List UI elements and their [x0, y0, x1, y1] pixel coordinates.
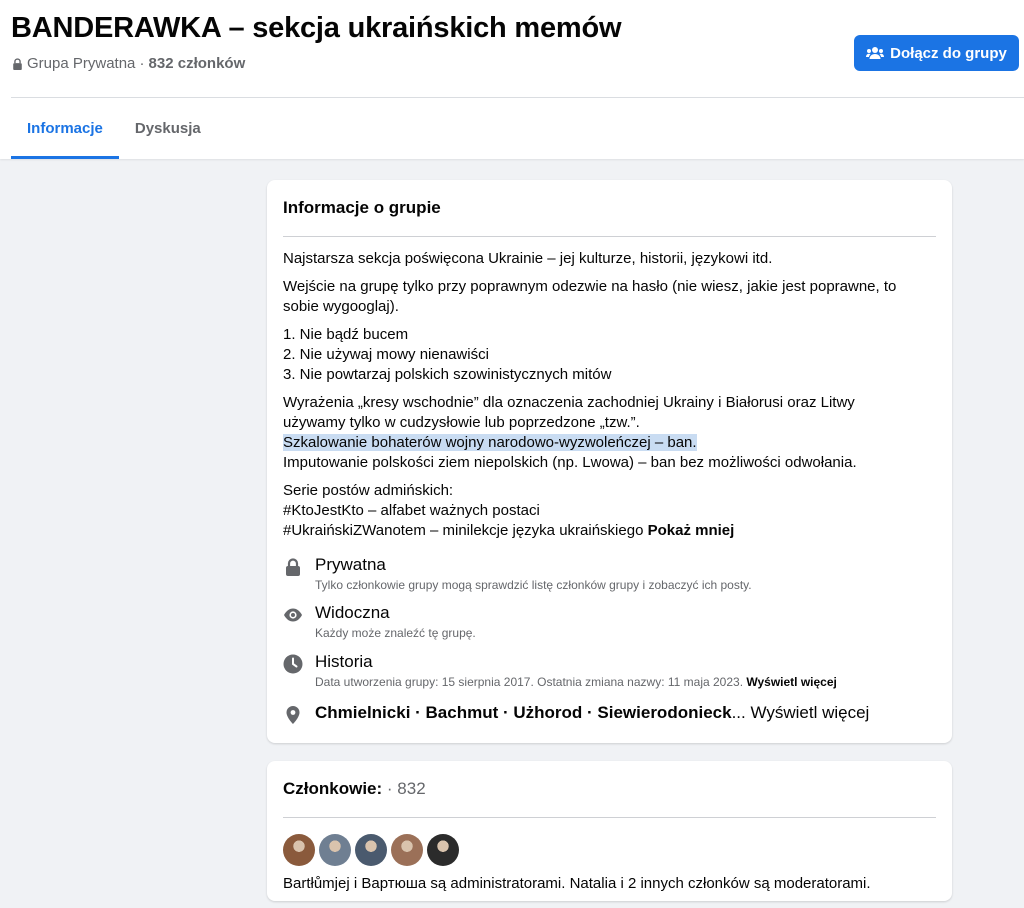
join-group-button[interactable]	[854, 35, 1019, 71]
history-show-more-link[interactable]: Wyświetl więcej	[746, 675, 837, 689]
location-show-more-link[interactable]: ... Wyświetl więcej	[731, 703, 870, 722]
group-tabs	[11, 98, 217, 159]
member-avatars	[283, 834, 459, 866]
group-privacy: Grupa Prywatna ·	[27, 55, 145, 72]
description-paragraph: Wejście na grupę tylko przy poprawnym odezwie na hasło (nie wiesz, jakie jest poprawne, to sobie wygooglaj).	[283, 278, 897, 315]
group-header	[0, 0, 1024, 159]
description-line: Imputowanie polskości ziem niepolskich (np. Lwowa) – ban bez możliwości odwołania.	[283, 454, 857, 471]
location-list: Chmielnicki · Bachmut · Użhorod · Siewierodonieck	[315, 703, 732, 722]
description-line: Wyrażenia „kresy wschodnie” dla oznaczenia zachodniej Ukrainy i Białorusi oraz Litwy	[283, 394, 855, 411]
privacy-subtitle: Tylko członkowie grupy mogą sprawdzić listę członków grupy i zobaczyć ich posty.	[315, 578, 752, 592]
members-title: Członkowie:	[283, 779, 383, 798]
admins-moderators-text: Bartłůmjej i Вартюша są administratorami. Natalia i 2 innych członków są moderatorami.	[283, 875, 871, 892]
show-less-link[interactable]: Pokaż mniej	[647, 522, 735, 539]
rules-list	[283, 325, 933, 385]
visibility-subtitle: Każdy może znaleźć tę grupę.	[315, 626, 476, 640]
description-paragraph	[283, 393, 933, 473]
join-group-label: Dołącz do grupy	[890, 44, 1007, 62]
avatar[interactable]	[427, 834, 459, 866]
history-title: Historia	[315, 652, 373, 671]
history-row	[283, 652, 837, 690]
location-pin-icon	[283, 705, 303, 725]
location-row	[283, 703, 869, 725]
privacy-row	[283, 555, 752, 593]
selected-text: Szkalowanie bohaterów wojny narodowo-wyzwoleńczej – ban.	[283, 434, 697, 451]
avatar[interactable]	[283, 834, 315, 866]
description-paragraph: Najstarsza sekcja poświęcona Ukrainie – jej kulturze, historii, językowi itd.	[283, 250, 773, 267]
avatar[interactable]	[355, 834, 387, 866]
group-meta	[12, 55, 245, 72]
avatar[interactable]	[319, 834, 351, 866]
about-title: Informacje o grupie	[283, 198, 441, 217]
visibility-title: Widoczna	[315, 603, 390, 622]
rule-item: 2. Nie używaj mowy nienawiści	[283, 346, 489, 363]
about-card	[267, 180, 952, 743]
members-divider	[283, 817, 936, 818]
rule-item: 1. Nie bądź bucem	[283, 326, 409, 343]
rule-item: 3. Nie powtarzaj polskich szowinistycznych mitów	[283, 366, 612, 383]
description-line: #UkraińskiZWanotem – minilekcje języka ukraińskiego	[283, 522, 644, 539]
description-line: #KtoJestKto – alfabet ważnych postaci	[283, 502, 540, 519]
group-member-count[interactable]: 832 członków	[148, 55, 246, 72]
eye-icon	[283, 605, 303, 625]
description-line: Serie postów admińskich:	[283, 482, 454, 499]
group-title: BANDERAWKA – sekcja ukraińskich memów	[11, 12, 622, 44]
tab-informacje[interactable]: Informacje	[11, 98, 119, 159]
members-count: · 832	[386, 779, 426, 798]
members-card	[267, 761, 952, 901]
lock-icon	[283, 557, 303, 577]
people-icon	[866, 46, 884, 60]
group-description	[283, 249, 933, 549]
history-subtitle: Data utworzenia grupy: 15 sierpnia 2017. Ostatnia zmiana nazwy: 11 maja 2023.	[315, 675, 744, 689]
avatar[interactable]	[391, 834, 423, 866]
description-paragraph	[283, 481, 933, 541]
lock-icon	[12, 58, 23, 70]
clock-icon	[283, 654, 303, 674]
tab-dyskusja[interactable]: Dyskusja	[134, 120, 201, 137]
visibility-row	[283, 603, 476, 641]
about-divider	[283, 236, 936, 237]
description-line: używamy tylko w cudzysłowie lub poprzedzone „tzw.”.	[283, 414, 640, 431]
privacy-title: Prywatna	[315, 555, 386, 574]
